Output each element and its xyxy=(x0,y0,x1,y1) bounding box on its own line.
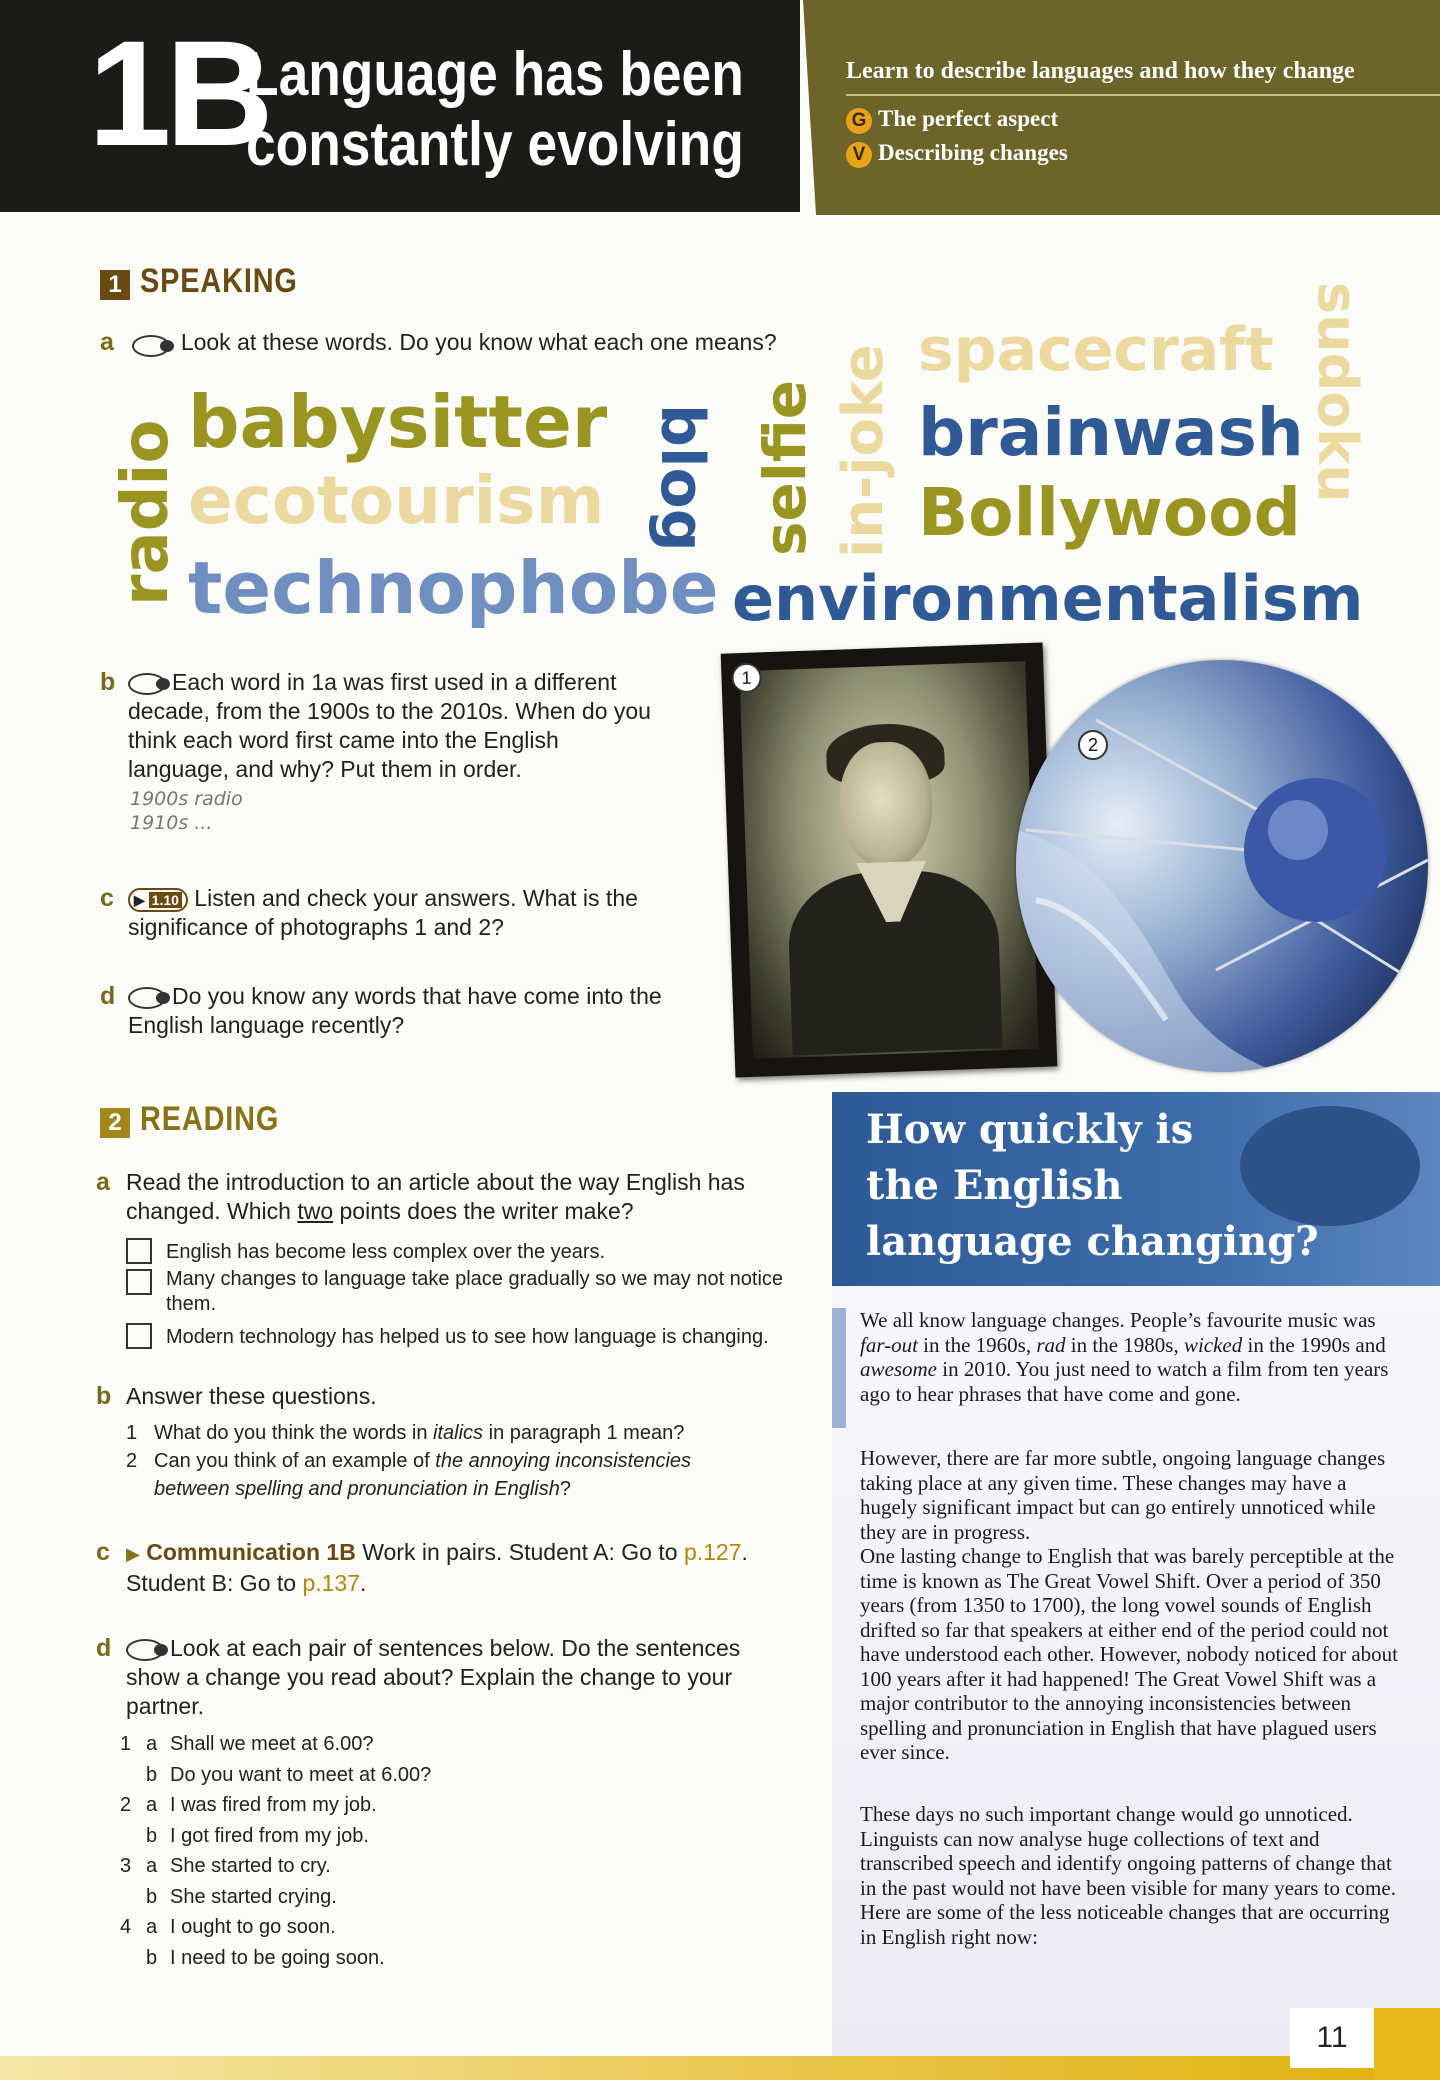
footer-bar xyxy=(0,2056,1440,2080)
exercise-text: Each word in 1a was first used in a different decade, from the 1900s to the 2010s. When do you think each word first came into the English language, and why? Put them in order. xyxy=(128,669,651,782)
exercise-text: ▶ Communication 1B Work in pairs. Student A: Go to p.127. Student B: Go to p.137. xyxy=(126,1539,748,1596)
unit-title: Language has been constantly evolving xyxy=(246,40,744,179)
question-list xyxy=(126,1419,806,1503)
speaking-d xyxy=(100,982,680,1040)
word-radio: radio xyxy=(109,419,183,606)
page-number: 11 xyxy=(1290,2008,1374,2068)
section-number-box: 2 xyxy=(100,1108,130,1138)
exercise-letter: b xyxy=(96,1382,112,1410)
speech-bubble-icon xyxy=(128,673,166,695)
communication-arrow-icon: ▶ xyxy=(126,1544,140,1564)
vocab-badge-icon: V xyxy=(846,142,872,168)
word-bollywood: Bollywood xyxy=(918,474,1301,551)
word-environmentalism: environmentalism xyxy=(732,562,1364,635)
photo-number-badge: 1 xyxy=(731,662,762,693)
word-blog: blog xyxy=(647,404,717,552)
checkbox[interactable] xyxy=(126,1269,152,1295)
article-paragraph-4: These days no such important change would go unnoticed. Linguists can now analyse huge collections of text and transcribed speech and identify ongoing patterns of change that in the past would not have been visible for many years to come. Here are some of the less noticeable changes that are occurring in English right now: xyxy=(860,1802,1396,1949)
article-title: How quickly is the English language changing? xyxy=(866,1106,1319,1265)
option-item[interactable]: Modern technology has helped us to see how language is changing. xyxy=(126,1321,806,1350)
exercise-letter: d xyxy=(100,982,116,1010)
word-spacecraft: spacecraft xyxy=(918,315,1274,385)
speaking-a xyxy=(100,328,777,357)
article-paragraph-1: We all know language changes. People’s favourite music was far-out in the 1960s, rad in the 1980s, wicked in the 1990s and awesome in 2010. You just need to watch a film from ten years ago to hear phrases that have come and gone. xyxy=(860,1308,1389,1406)
sentence-pairs xyxy=(120,1729,796,1973)
page-link-b[interactable]: p.137 xyxy=(302,1570,361,1596)
reading-c xyxy=(96,1538,806,1598)
word-in-joke: in-joke xyxy=(831,344,896,558)
exercise-letter: a xyxy=(96,1168,110,1196)
article-paragraph-3: One lasting change to English that was barely perceptible at the time is known as The Great Vowel Shift. Over a period of 350 years (from 1350 to 1700), the long vowel sounds of English drifted so far that speakers at either end of the period could not have understood each other. However, nobody noticed for about 100 years after it had happened! The Great Vowel Shift was a major contributor to the annoying inconsistencies between spelling and pronunciation in English that have plagued users ever since. xyxy=(860,1544,1398,1764)
speaking-b xyxy=(100,668,660,834)
sentence-pair-2-b: b I got fired from my job. xyxy=(146,1824,369,1847)
option-item[interactable]: Many changes to language take place gradually so we may not notice them. xyxy=(126,1267,806,1317)
exercise-letter: c xyxy=(96,1538,110,1566)
article-paragraph-2: However, there are far more subtle, ongoing language changes taking place at any given time. These changes may have a hugely significant impact but can go entirely unnoticed while they are in progress. xyxy=(860,1446,1386,1544)
unit-number: 1B xyxy=(88,9,268,177)
handwritten-example: 1910s ... xyxy=(130,812,213,834)
reading-heading xyxy=(100,1100,304,1139)
word-babysitter: babysitter xyxy=(188,380,608,464)
sentence-pair-4-a: 4 a I ought to go soon. xyxy=(120,1916,336,1938)
word-brainwash: brainwash xyxy=(918,394,1304,471)
exercise-text: ▶ 1.10 Listen and check your answers. What is the significance of photographs 1 and 2? xyxy=(128,885,638,940)
exercise-text: Read the introduction to an article about the way English has changed. Which two points does the writer make? xyxy=(126,1169,745,1224)
section-number-box: 1 xyxy=(100,270,130,300)
page-corner xyxy=(1374,2008,1440,2080)
word-technophobe: technophobe xyxy=(188,546,719,630)
question-item: 1 What do you think the words in italics in paragraph 1 mean? xyxy=(126,1422,685,1444)
word-ecotourism: ecotourism xyxy=(188,462,605,539)
grammar-badge-icon: G xyxy=(846,108,872,134)
page-link-a[interactable]: p.127 xyxy=(683,1539,742,1565)
exercise-letter: d xyxy=(96,1634,112,1662)
reading-b xyxy=(96,1382,806,1503)
paragraph-marker xyxy=(832,1308,846,1428)
sentence-pair-3-a: 3 a She started to cry. xyxy=(120,1855,331,1877)
option-item[interactable]: English has become less complex over the years. xyxy=(126,1236,806,1265)
sentence-pair-2-a: 2 a I was fired from my job. xyxy=(120,1794,377,1816)
reading-d xyxy=(96,1634,796,1973)
sentence-pair-4-b: b I need to be going soon. xyxy=(146,1946,385,1969)
exercise-letter: a xyxy=(100,328,114,356)
exercise-text: Look at each pair of sentences below. Do the sentences show a change you read about? Explain the change to your partner. xyxy=(126,1635,741,1719)
vocab-focus: V Describing changes xyxy=(846,140,1068,168)
speech-bubble-icon xyxy=(132,335,170,357)
checkbox[interactable] xyxy=(126,1238,152,1264)
lesson-goal: Learn to describe languages and how they change xyxy=(846,58,1355,84)
sentence-pair-1-b: b Do you want to meet at 6.00? xyxy=(146,1763,432,1786)
options-list xyxy=(126,1236,806,1350)
photograph-2 xyxy=(1016,660,1428,1072)
speech-bubble-icon xyxy=(126,1639,164,1661)
grammar-focus: G The perfect aspect xyxy=(846,106,1058,134)
word-selfie: selfie xyxy=(751,379,819,556)
photo-number-badge: 2 xyxy=(1078,730,1108,760)
speaking-c xyxy=(100,884,680,942)
exercise-letter: b xyxy=(100,668,116,696)
handwritten-example: 1900s radio xyxy=(130,788,243,810)
exercise-letter: c xyxy=(100,884,114,912)
section-title: SPEAKING xyxy=(140,262,298,300)
audio-track-button[interactable]: ▶ 1.10 xyxy=(128,888,188,912)
checkbox[interactable] xyxy=(126,1323,152,1349)
word-sudoku: sudoku xyxy=(1306,282,1369,503)
sentence-pair-1-a: 1 a Shall we meet at 6.00? xyxy=(120,1733,374,1755)
speaking-heading xyxy=(100,262,326,301)
sputnik-icon xyxy=(1016,660,1428,1072)
question-item: 2 Can you think of an example of the annoying inconsistencies between spelling and pronunciation in English? xyxy=(126,1450,692,1500)
exercise-text: Look at these words. Do you know what each one means? xyxy=(180,329,777,355)
sentence-pair-3-b: b She started crying. xyxy=(146,1885,337,1908)
speech-bubble-icon xyxy=(128,987,166,1009)
reading-a xyxy=(96,1168,806,1350)
photograph-1 xyxy=(721,643,1058,1078)
section-title: READING xyxy=(140,1100,280,1138)
exercise-text: Do you know any words that have come into the English language recently? xyxy=(128,983,662,1038)
header-rule xyxy=(846,94,1440,96)
exercise-text: Answer these questions. xyxy=(126,1383,377,1409)
